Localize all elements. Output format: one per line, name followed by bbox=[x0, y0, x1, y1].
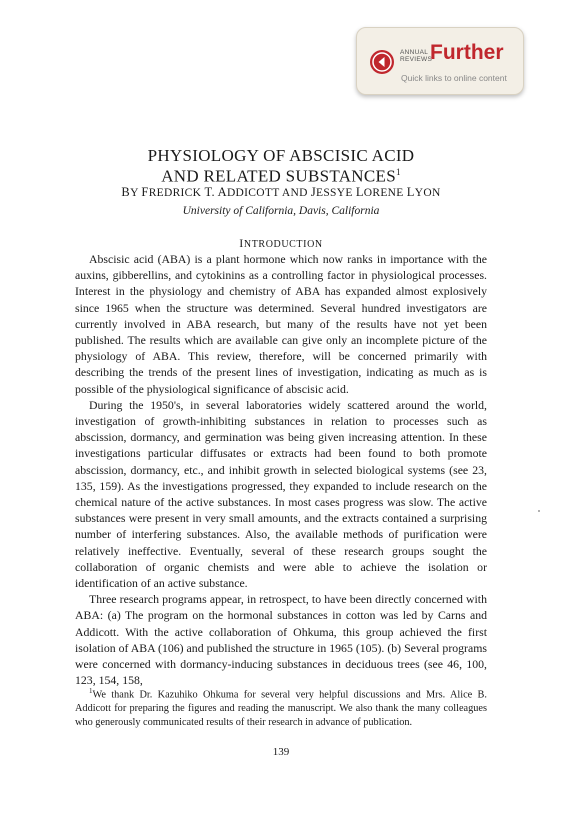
footnote-mark: 1 bbox=[89, 687, 93, 695]
body-text bbox=[75, 251, 487, 688]
paragraph: Three research programs appear, in retrospect, to have been directly concerned with ABA: (a) The program on the hormonal substances in cotton was led by Carns and Addicott. With the active collaboration of Ohkuma, this group achieved the first isolation of ABA (106) and published the structure in 1965 (105). (b) Several programs were concerned with dormancy-inducing substances in deciduous trees (see 46, 100, 123, 154, 158, bbox=[75, 592, 487, 688]
title-line-2: AND RELATED SUBSTANCES bbox=[161, 166, 396, 186]
footnote-text: We thank Dr. Kazuhiko Ohkuma for several very helpful discussions and Mrs. Alice B. Addicott for preparing the figures and reading the manuscript. We also thank the many colleagues who generously communicated results of their research in advance of publication. bbox=[75, 689, 487, 729]
paragraph: Abscisic acid (ABA) is a plant hormone which now ranks in importance with the auxins, gibberellins, and cytokinins as a controlling factor in physiological processes. Interest in the physiology and chemistry of ABA has expanded almost explosively since 1965 when the structure was determined. Several hundred investigators are currently involved in ABA research, but many of the results have not yet been published. The results which are available can give only an incomplete picture of the physiology of ABA. This review, therefore, will be concerned primarily with describing the trends of the present lines of investigation, indicating as much as is possible of the physiological significance of abscisic acid. bbox=[75, 252, 487, 396]
footnote bbox=[75, 684, 487, 730]
annual-reviews-further-badge[interactable] bbox=[356, 27, 524, 95]
title-footnote-mark: 1 bbox=[395, 167, 401, 177]
author-affiliation: University of California, Davis, California bbox=[182, 205, 380, 217]
paragraph: During the 1950's, in several laboratories widely scattered around the world, investigation of growth-inhibiting substances in relation to processes such as abscission, dormancy, and germination was being given increasing attention. In these investigations particular diffusates or extracts had been found to both promote abscission, dormancy, etc., and inhibit growth in selected biological systems (see 23, 135, 159). As the investigations progressed, they expanded to include research on the chemical nature of the active substances. In most cases progress was slow. The active substances were present in very small amounts, and the extracts contained a surprising number of interfering substances. Also, the available methods of purification were relatively ineffective. Eventually, several of these research groups sought the collaboration of organic chemists and were able to achieve the isolation or identification of an active substance. bbox=[75, 397, 487, 591]
scan-speck bbox=[538, 510, 540, 512]
title-line-1: PHYSIOLOGY OF ABSCISIC ACID bbox=[147, 146, 415, 165]
article-title bbox=[60, 147, 502, 185]
badge-brand: ANNUAL REVIEWS bbox=[400, 49, 433, 63]
arrow-left-circle-icon bbox=[370, 50, 394, 74]
badge-further-label: Further bbox=[430, 41, 504, 64]
article-authors: BY FREDRICK T. ADDICOTT AND JESSYE LORENE LYON bbox=[121, 185, 441, 199]
section-heading: INTRODUCTION bbox=[239, 236, 323, 250]
badge-subtitle: Quick links to online content bbox=[401, 73, 507, 83]
page-number: 139 bbox=[272, 746, 290, 758]
